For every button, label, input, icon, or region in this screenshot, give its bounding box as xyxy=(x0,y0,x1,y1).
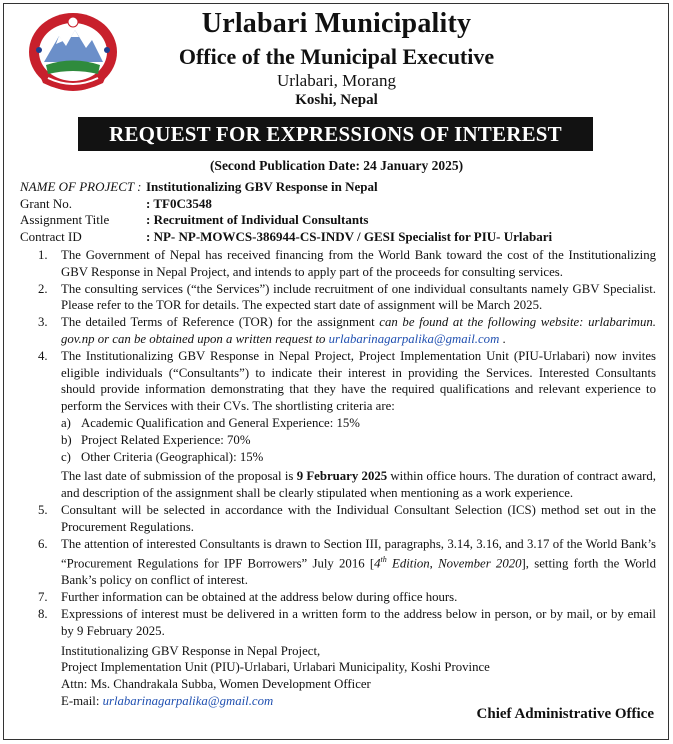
signoff: Chief Administrative Office xyxy=(476,706,654,722)
meta-val-project: Institutionalizing GBV Response in Nepal xyxy=(146,179,378,194)
clause-text: Expressions of interest must be delivered in a written form to the address below in person, or by mail, or by email by 9 February 2025. xyxy=(61,607,656,638)
address-line: Attn: Ms. Chandrakala Subba, Women Development Officer xyxy=(61,677,371,692)
eoi-body xyxy=(38,247,656,710)
clause-6 xyxy=(38,536,656,590)
meta-val-contract: : NP- NP-MOWCS-386944-CS-INDV / GESI Specialist for PIU- Urlabari xyxy=(146,228,553,244)
meta-val-assignment: : Recruitment of Individual Consultants xyxy=(146,212,369,227)
clause-3 xyxy=(38,314,656,348)
address-line: Project Implementation Unit (PIU)-Urlabari, Urlabari Municipality, Koshi Province xyxy=(61,660,490,675)
clause-number: 7. xyxy=(38,590,48,605)
clause-number: 6. xyxy=(38,536,48,551)
meta-row-assignment xyxy=(20,212,552,229)
office-name: Office of the Municipal Executive xyxy=(178,44,495,69)
submission-deadline: The last date of submission of the proposal is 9 February 2025 within office hours. The duration of contract award, and description of the assignment shall be clearly stipulated when mentioning as a work experience. xyxy=(61,469,656,501)
clause-1 xyxy=(38,247,656,281)
clause-4 xyxy=(38,348,656,502)
contact-email-link[interactable]: urlabarinagarpalika@gmail.com xyxy=(102,693,274,708)
address-email: E-mail: urlabarinagarpalika@gmail.com xyxy=(61,693,274,708)
clause-text: The Institutionalizing GBV Response in Nepal Project, Project Implementation Unit (PIU-Urlabari) now invites eligible individuals (“Consultants”) to indicate their interest in providing the Services. Interested Consultants should provide information demonstrating that they have the required qualifications and relevant experience to perform the Services with their CVs. The shortlisting criteria are: a) Academic Qualification and General Experience: 15% b) Project Related Experience: 70% c) Other Criteria (Geographical): 15% The last date of submission of the proposal is 9 February 2025 within office hours. The duration of contract award, and description of the assignment shall be clearly stipulated when mentioning as a work experience. xyxy=(61,348,656,501)
criteria-a: a) Academic Qualification and General Experience: 15% xyxy=(61,415,360,430)
project-meta xyxy=(20,179,552,245)
meta-row-contract xyxy=(20,229,552,246)
meta-key-grant: Grant No. xyxy=(20,195,72,211)
address-line: Institutionalizing GBV Response in Nepal Project, xyxy=(61,643,321,658)
criteria-c: c) Other Criteria (Geographical): 15% xyxy=(61,449,264,464)
meta-row-project xyxy=(20,179,552,196)
clause-text: The consulting services (“the Services”) include recruitment of one individual consultants namely GBV Specialist. Please refer to the TOR for details. The expected start date of assignment will be March 2025. xyxy=(61,281,656,313)
contact-address xyxy=(38,643,656,710)
clause-8 xyxy=(38,606,656,640)
clause-2 xyxy=(38,281,656,315)
eoi-banner: REQUEST FOR EXPRESSIONS OF INTEREST xyxy=(78,117,593,151)
publication-date: (Second Publication Date: 24 January 2025) xyxy=(209,158,464,173)
clause-number: 1. xyxy=(38,248,48,262)
clause-text: The detailed Terms of Reference (TOR) for the assignment can be found at the following website: urlabarimun. gov.np or can be obtained upon a written request to urlabarinagarpalika@gmail.com . xyxy=(61,315,656,346)
criteria-b: b) Project Related Experience: 70% xyxy=(61,432,251,447)
clause-number: 2. xyxy=(38,281,48,296)
clause-text: Consultant will be selected in accordance with the Individual Consultant Selection (ICS) method set out in the Procurement Regulations. xyxy=(61,502,656,534)
office-location: Urlabari, Morang xyxy=(277,71,396,90)
clause-7 xyxy=(38,589,656,606)
clause-number: 8. xyxy=(38,607,48,621)
meta-val-grant: : TF0C3548 xyxy=(146,195,212,211)
clause-5 xyxy=(38,502,656,536)
tor-email-link[interactable]: urlabarinagarpalika@gmail.com xyxy=(328,331,500,346)
meta-key-project: NAME OF PROJECT : xyxy=(20,179,142,194)
clause-number: 5. xyxy=(38,502,48,517)
meta-key-assignment: Assignment Title xyxy=(20,212,110,227)
clause-number: 4. xyxy=(38,348,48,363)
meta-key-contract: Contract ID xyxy=(20,228,82,244)
clause-text: The attention of interested Consultants is drawn to Section III, paragraphs, 3.14, 3.16, and 3.17 of the World Bank’s “Procurement Regulations for IPF Borrowers” July 2016 [4th Edition, November 2020], setting forth the World Bank’s policy on conflict of interest. xyxy=(61,536,656,588)
clause-text: Further information can be obtained at the address below during office hours. xyxy=(61,590,458,605)
clause-text: The Government of Nepal has received financing from the World Bank toward the cost of the Institutionalizing GBV Response in Nepal Project, and intends to apply part of the proceeds for consulting services. xyxy=(61,248,656,279)
clause-number: 3. xyxy=(38,315,48,330)
office-province: Koshi, Nepal xyxy=(295,92,378,108)
municipality-name: Urlabari Municipality xyxy=(201,8,472,39)
meta-row-grant xyxy=(20,196,552,213)
